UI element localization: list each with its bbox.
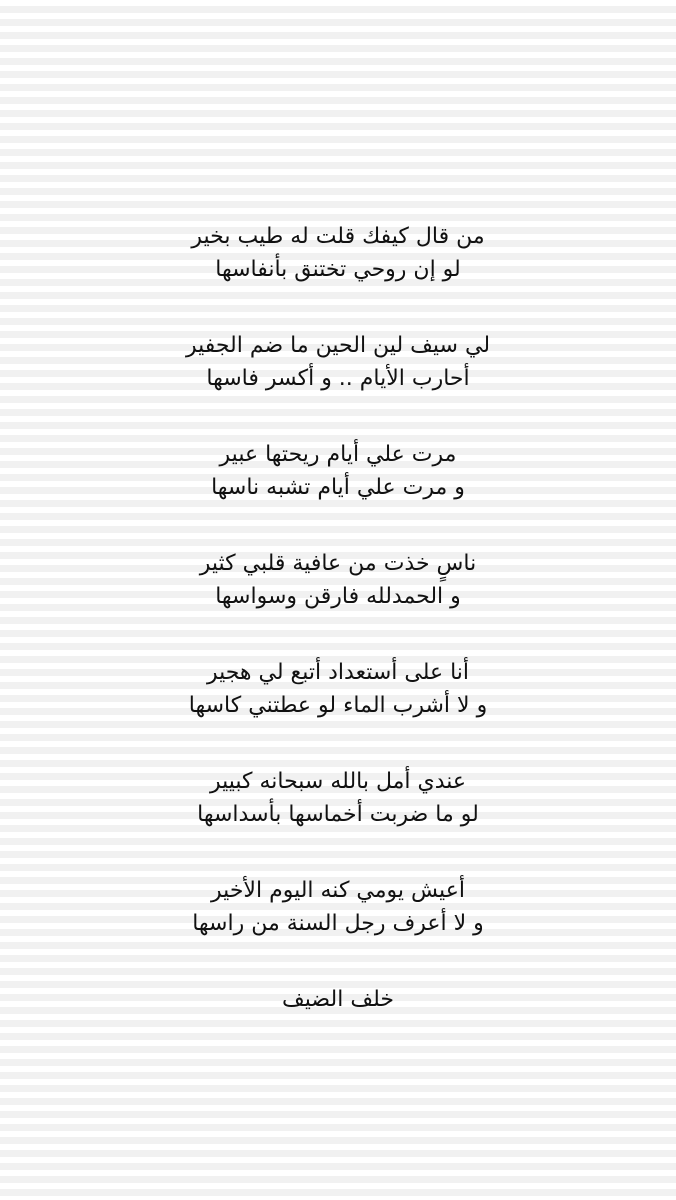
stanza-2 (0, 329, 676, 395)
verse-line: عندي أمل بالله سبحانه كبيير (209, 769, 467, 794)
poem-text (0, 220, 676, 1016)
verse-line: أحارب الأيام .. و أكسر فاسها (206, 366, 470, 391)
stanza-4 (0, 547, 676, 613)
verse-line: و الحمدلله فارقن وسواسها (215, 584, 461, 609)
verse-line: لو ما ضربت أخماسها بأسداسها (197, 802, 479, 827)
stanza-3 (0, 438, 676, 504)
stanza-5 (0, 656, 676, 722)
poem-author: خلف الضيف (282, 987, 394, 1012)
stanza-1 (0, 220, 676, 286)
verse-line: لو إن روحي تختنق بأنفاسها (215, 257, 461, 282)
verse-line: و لا أعرف رجل السنة من راسها (192, 911, 484, 936)
verse-line: لي سيف لين الحين ما ضم الجفير (185, 333, 491, 358)
verse-line: من قال كيفك قلت له طيب بخير (191, 224, 485, 249)
verse-line: ناسٍ خذت من عافية قلبي كثير (199, 551, 477, 576)
verse-line: مرت علي أيام ريحتها عبير (219, 442, 457, 467)
verse-line: أنا على أستعداد أتبع لي هجير (206, 660, 470, 685)
stanza-7 (0, 874, 676, 940)
verse-line: و لا أشرب الماء لو عطتني كاسها (188, 693, 488, 718)
verse-line: أعيش يومي كنه اليوم الأخير (211, 878, 465, 903)
stanza-6 (0, 765, 676, 831)
verse-line: و مرت علي أيام تشبه ناسها (211, 475, 465, 500)
